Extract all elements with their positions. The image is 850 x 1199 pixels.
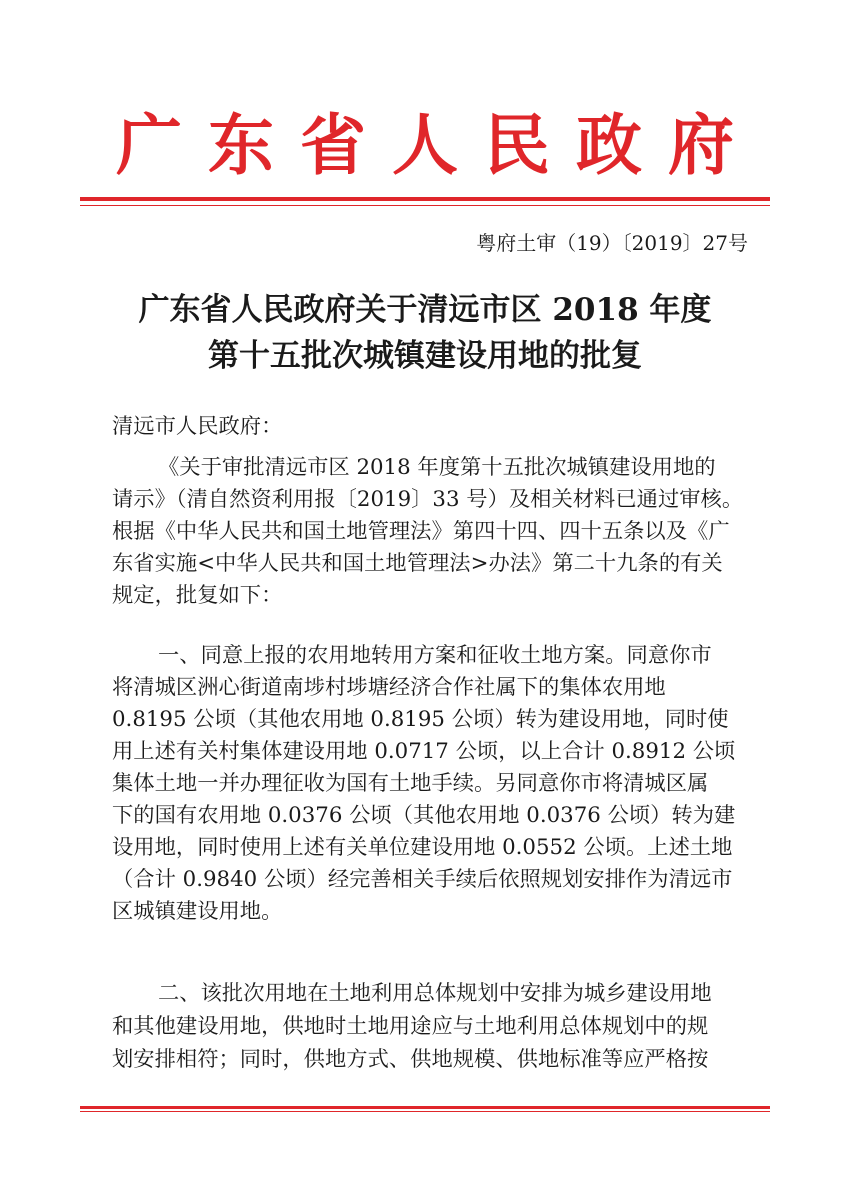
title-line: 第十五批次城镇建设用地的批复 [208, 338, 642, 374]
paragraph-line: 设用地，同时使用上述有关单位建设用地 0.0552 公顷。上述土地 [112, 835, 733, 860]
paragraph-line: 将清城区洲心街道南埗村埗塘经济合作社属下的集体农用地 [112, 675, 666, 700]
paragraph-line: 一、同意上报的农用地转用方案和征收土地方案。同意你市 [158, 643, 712, 668]
paragraph-line: 《关于审批清远市区 2018 年度第十五批次城镇建设用地的 [158, 455, 716, 480]
paragraph-approval-two [112, 978, 744, 1077]
paragraph-line: 二、该批次用地在土地利用总体规划中安排为城乡建设用地 [158, 981, 712, 1006]
title-line: 广东省人民政府关于清远市区 2018 年度 [138, 292, 712, 328]
paragraph-line: 用上述有关村集体建设用地 0.0717 公顷，以上合计 0.8912 公顷 [112, 739, 736, 764]
paragraph-line: 规定，批复如下： [112, 583, 283, 608]
footer-red-rule-thick [80, 1106, 770, 1109]
paragraph-request [112, 452, 744, 612]
salutation [112, 411, 744, 443]
salutation-text: 清远市人民政府： [112, 414, 283, 439]
document-number: 粤府土审（19）〔2019〕27号 [476, 231, 748, 255]
paragraph-line: 0.8195 公顷（其他农用地 0.8195 公顷）转为建设用地，同时使 [112, 707, 729, 732]
header-red-rule-thin [80, 205, 770, 206]
header-red-rule-thick [80, 197, 770, 201]
paragraph-line: 和其他建设用地，供地时土地用途应与土地利用总体规划中的规 [112, 1014, 709, 1039]
footer-red-rule-thin [80, 1111, 770, 1112]
document-title [0, 287, 850, 379]
paragraph-line: 区城镇建设用地。 [112, 899, 283, 924]
paragraph-approval-one [112, 640, 744, 928]
paragraph-line: （合计 0.9840 公顷）经完善相关手续后依照规划安排作为清远市 [112, 867, 733, 892]
paragraph-line: 划安排相符；同时，供地方式、供地规模、供地标准等应严格按 [112, 1047, 709, 1072]
paragraph-line: 根据《中华人民共和国土地管理法》第四十四、四十五条以及《广 [112, 519, 730, 544]
paragraph-line: 下的国有农用地 0.0376 公顷（其他农用地 0.0376 公顷）转为建 [112, 803, 736, 828]
paragraph-line: 集体土地一并办理征收为国有土地手续。另同意你市将清城区属 [112, 771, 709, 796]
masthead-title: 广东省人民政府 [116, 106, 760, 184]
paragraph-line: 请示》（清自然资利用报〔2019〕33 号）及相关材料已通过审核。 [112, 487, 744, 512]
paragraph-line: 东省实施<中华人民共和国土地管理法>办法》第二十九条的有关 [112, 551, 723, 576]
